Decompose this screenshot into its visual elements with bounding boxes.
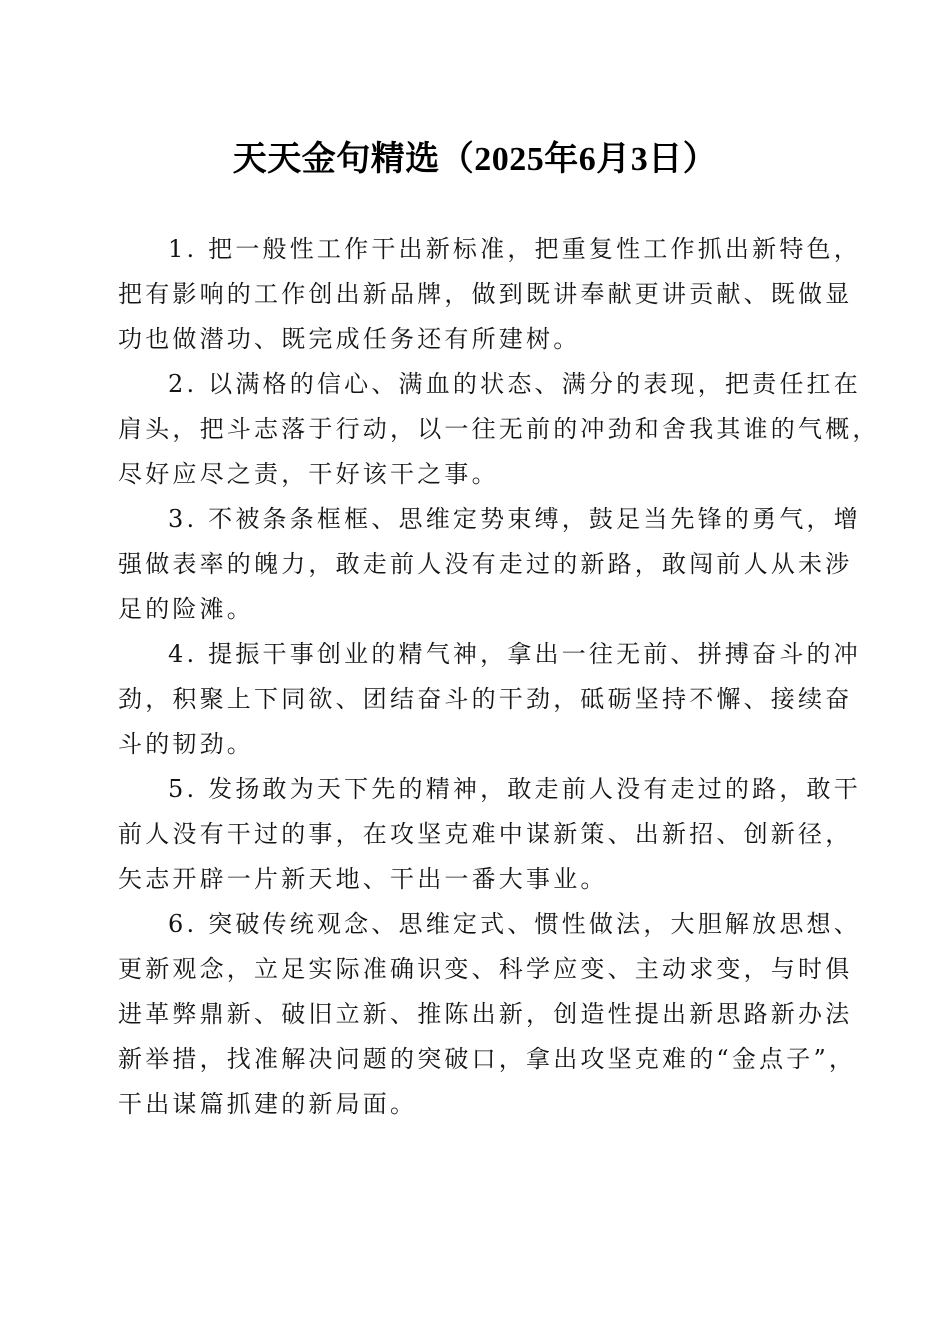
paragraph-line: 进革弊鼎新、破旧立新、推陈出新，创造性提出新思路新办法 bbox=[118, 1000, 853, 1028]
paragraph-line: 肩头，把斗志落于行动，以一往无前的冲劲和舍我其谁的气概， bbox=[118, 415, 880, 443]
paragraph-line: 斗的韧劲。 bbox=[118, 730, 254, 758]
paragraph-line: 干出谋篇抓建的新局面。 bbox=[118, 1090, 418, 1118]
document-title: 天天金句精选（2025年6月3日） bbox=[232, 141, 718, 178]
paragraph-line: 前人没有干过的事，在攻坚克难中谋新策、出新招、创新径， bbox=[118, 820, 853, 848]
paragraph-line: 2. 以满格的信心、满血的状态、满分的表现，把责任扛在 bbox=[168, 370, 861, 398]
paragraph-line: 强做表率的魄力，敢走前人没有走过的新路，敢闯前人从未涉 bbox=[118, 550, 853, 578]
paragraph-line: 4. 提振干事创业的精气神，拿出一往无前、拼搏奋斗的冲 bbox=[168, 640, 861, 668]
paragraph-line: 5. 发扬敢为天下先的精神，敢走前人没有走过的路，敢干 bbox=[168, 775, 861, 803]
paragraph-line: 新举措，找准解决问题的突破口，拿出攻坚克难的“金点子”， bbox=[118, 1045, 857, 1073]
document-body bbox=[118, 227, 880, 1127]
paragraph-line: 足的险滩。 bbox=[118, 595, 254, 623]
paragraph-line: 把有影响的工作创出新品牌，做到既讲奉献更讲贡献、既做显 bbox=[118, 280, 853, 308]
paragraph-1 bbox=[118, 227, 861, 362]
paragraph-line: 劲，积聚上下同欲、团结奋斗的干劲，砥砺坚持不懈、接续奋 bbox=[118, 685, 853, 713]
paragraph-line: 功也做潜功、既完成任务还有所建树。 bbox=[118, 325, 581, 353]
paragraph-5 bbox=[118, 767, 861, 902]
paragraph-line: 6. 突破传统观念、思维定式、惯性做法，大胆解放思想、 bbox=[168, 910, 861, 938]
paragraph-4 bbox=[118, 632, 861, 767]
paragraph-6 bbox=[118, 902, 861, 1127]
paragraph-line: 矢志开辟一片新天地、干出一番大事业。 bbox=[118, 865, 608, 893]
paragraph-line: 1. 把一般性工作干出新标准，把重复性工作抓出新特色， bbox=[168, 235, 861, 263]
paragraph-line: 3. 不被条条框框、思维定势束缚，鼓足当先锋的勇气，增 bbox=[168, 505, 861, 533]
paragraph-line: 更新观念，立足实际准确识变、科学应变、主动求变，与时俱 bbox=[118, 955, 853, 983]
paragraph-3 bbox=[118, 497, 861, 632]
paragraph-line: 尽好应尽之责，干好该干之事。 bbox=[118, 460, 499, 488]
paragraph-2 bbox=[118, 362, 880, 497]
